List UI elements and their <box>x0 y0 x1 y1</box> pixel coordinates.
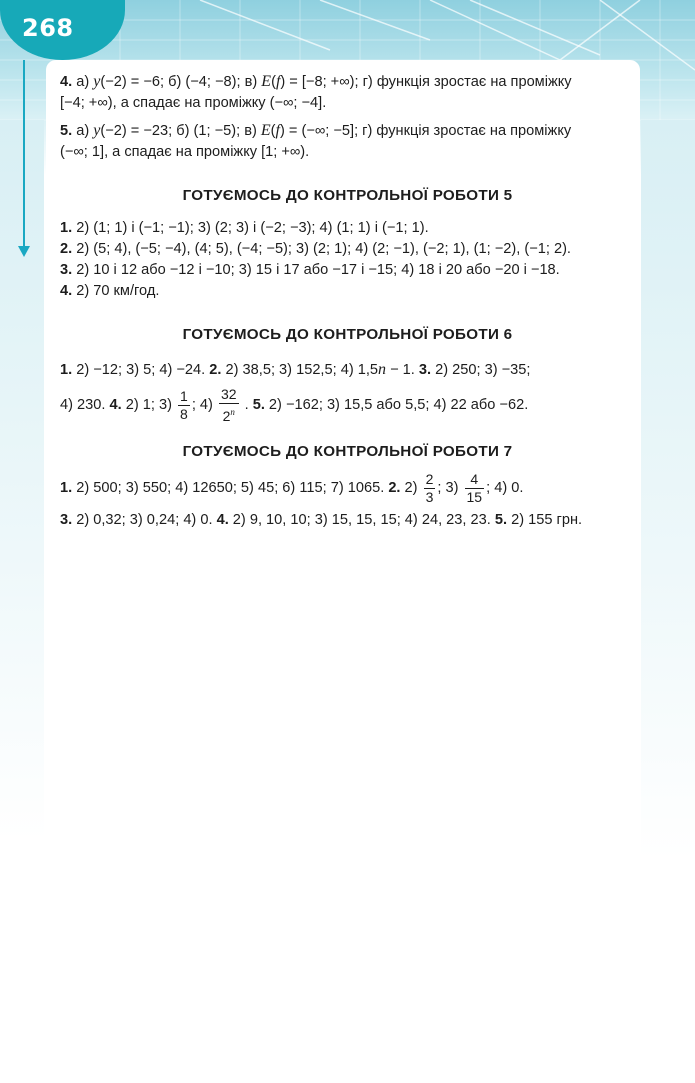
answer-text: 2) 155 грн. <box>507 512 583 528</box>
fraction <box>424 471 436 506</box>
answer-number: 5. <box>60 123 73 139</box>
list-item <box>60 239 635 260</box>
arrow-down-icon <box>18 246 30 257</box>
answer-text: ) = (−∞; −5]; г) функція зростає на проміжку <box>279 123 572 139</box>
fraction <box>178 388 190 423</box>
answer-text: 2) −162; 3) 15,5 або 5,5; 4) 22 або −62. <box>264 397 529 413</box>
answer-number: 1. <box>60 220 73 236</box>
answer-text: (−2) = −23; б) (1; −5); в) <box>100 123 261 139</box>
section6-answers <box>60 357 635 427</box>
answer-text: 2) 10 і 12 або −12 і −10; 3) 15 і 17 або −17 і −15; 4) 18 і 20 або −20 і −18. <box>72 262 560 278</box>
answer-text: 2) <box>400 480 422 496</box>
section-heading: ГОТУЄМОСЬ ДО КОНТРОЛЬНОЇ РОБОТИ 7 <box>182 443 513 460</box>
answer-text: а) <box>72 123 94 139</box>
math-var: f <box>275 122 280 139</box>
math-var: y <box>93 73 101 90</box>
answer-text: 2) (5; 4), (−5; −4), (4; 5), (−4; −5); 3) (2; 1); 4) (2; −1), (−2; 1), (1; −2), (−1; 2). <box>72 241 571 257</box>
answer-text: . <box>240 397 253 413</box>
fraction <box>219 386 239 425</box>
margin-arrow-line <box>23 60 25 250</box>
answer-text: 2) 38,5; 3) 152,5; 4) 1,5 <box>221 362 379 378</box>
answer-number: 5. <box>252 397 265 413</box>
answer-text: (−∞; 1], а спадає на проміжку [1; +∞). <box>60 144 310 160</box>
answer-number: 4. <box>60 283 73 299</box>
answers-content <box>60 71 635 531</box>
fraction-denominator: 3 <box>425 488 434 505</box>
answer-number: 4. <box>109 397 122 413</box>
section7-answers <box>60 466 635 531</box>
answer-number: 1. <box>60 480 73 496</box>
answer-text: ( <box>270 123 276 139</box>
fraction-numerator: 2 <box>425 470 434 487</box>
list-item <box>60 218 635 239</box>
answer-text: − 1. <box>386 362 419 378</box>
fraction-numerator: 4 <box>465 471 485 489</box>
math-var: y <box>93 122 101 139</box>
fraction-denominator <box>219 404 239 425</box>
answer-number: 1. <box>60 362 73 378</box>
left-margin-band <box>0 120 44 840</box>
answer-number: 2. <box>60 241 73 257</box>
section-heading: ГОТУЄМОСЬ ДО КОНТРОЛЬНОЇ РОБОТИ 5 <box>182 187 513 204</box>
page-number: 268 <box>22 14 74 42</box>
answer-text: (−2) = −6; б) (−4; −8); в) <box>100 74 262 90</box>
fraction-numerator: 1 <box>180 387 188 404</box>
answer-number: 3. <box>60 262 73 278</box>
answer-text: ( <box>271 74 276 90</box>
section5-answers <box>60 218 635 302</box>
answer-text: 2) 70 км/год. <box>72 283 160 299</box>
list-item <box>60 383 635 427</box>
right-margin-band <box>641 120 695 860</box>
fraction-numerator: 32 <box>220 385 237 402</box>
answer-number: 4. <box>216 512 229 528</box>
fraction-denominator: 15 <box>466 488 483 505</box>
answer-text: 2) −12; 3) 5; 4) −24. <box>72 362 210 378</box>
answer-text: 4) 230. <box>60 397 110 413</box>
answer-text: [−4; +∞), а спадає на проміжку (−∞; −4]. <box>60 95 327 111</box>
answer-number: 4. <box>60 74 73 90</box>
section-heading: ГОТУЄМОСЬ ДО КОНТРОЛЬНОЇ РОБОТИ 6 <box>182 326 513 343</box>
list-item <box>60 357 635 383</box>
math-var: n <box>378 361 387 378</box>
fraction <box>465 471 485 506</box>
answer-text: ; 3) <box>437 480 463 496</box>
answer-text: 2) 0,32; 3) 0,24; 4) 0. <box>72 512 217 528</box>
math-var: E <box>260 122 271 139</box>
answer-number: 3. <box>60 512 73 528</box>
answer-text: 2) 250; 3) −35; <box>431 362 531 378</box>
answer-number: 3. <box>418 362 432 378</box>
answer-4 <box>60 71 635 114</box>
list-item <box>60 281 635 302</box>
list-item <box>60 466 635 510</box>
answer-text: ; 4) <box>191 397 217 413</box>
fraction-denominator: 8 <box>180 405 188 422</box>
answer-5 <box>60 120 635 163</box>
answer-number: 5. <box>494 512 508 528</box>
answer-text: 2) 500; 3) 550; 4) 12650; 5) 45; 6) 115; 7) 1065. <box>72 480 389 496</box>
answer-number: 2. <box>388 480 401 496</box>
answer-text: ) = [−8; +∞); г) функція зростає на проміжку <box>280 74 572 90</box>
answer-text: 2) 1; 3) <box>121 397 177 413</box>
answer-text: 2) 9, 10, 10; 3) 15, 15, 15; 4) 24, 23, 23. <box>228 512 495 528</box>
answer-text: 2) (1; 1) і (−1; −1); 3) (2; 3) і (−2; −3); 4) (1; 1) і (−1; 1). <box>72 220 429 236</box>
list-item <box>60 260 635 281</box>
answer-text: ; 4) 0. <box>486 480 524 496</box>
power-base: 2 <box>222 407 231 424</box>
power-exponent: n <box>230 406 235 417</box>
math-var: E <box>261 73 272 90</box>
answer-text: а) <box>72 74 94 90</box>
list-item <box>60 510 635 531</box>
math-var: f <box>275 73 281 90</box>
answer-number: 2. <box>209 362 222 378</box>
